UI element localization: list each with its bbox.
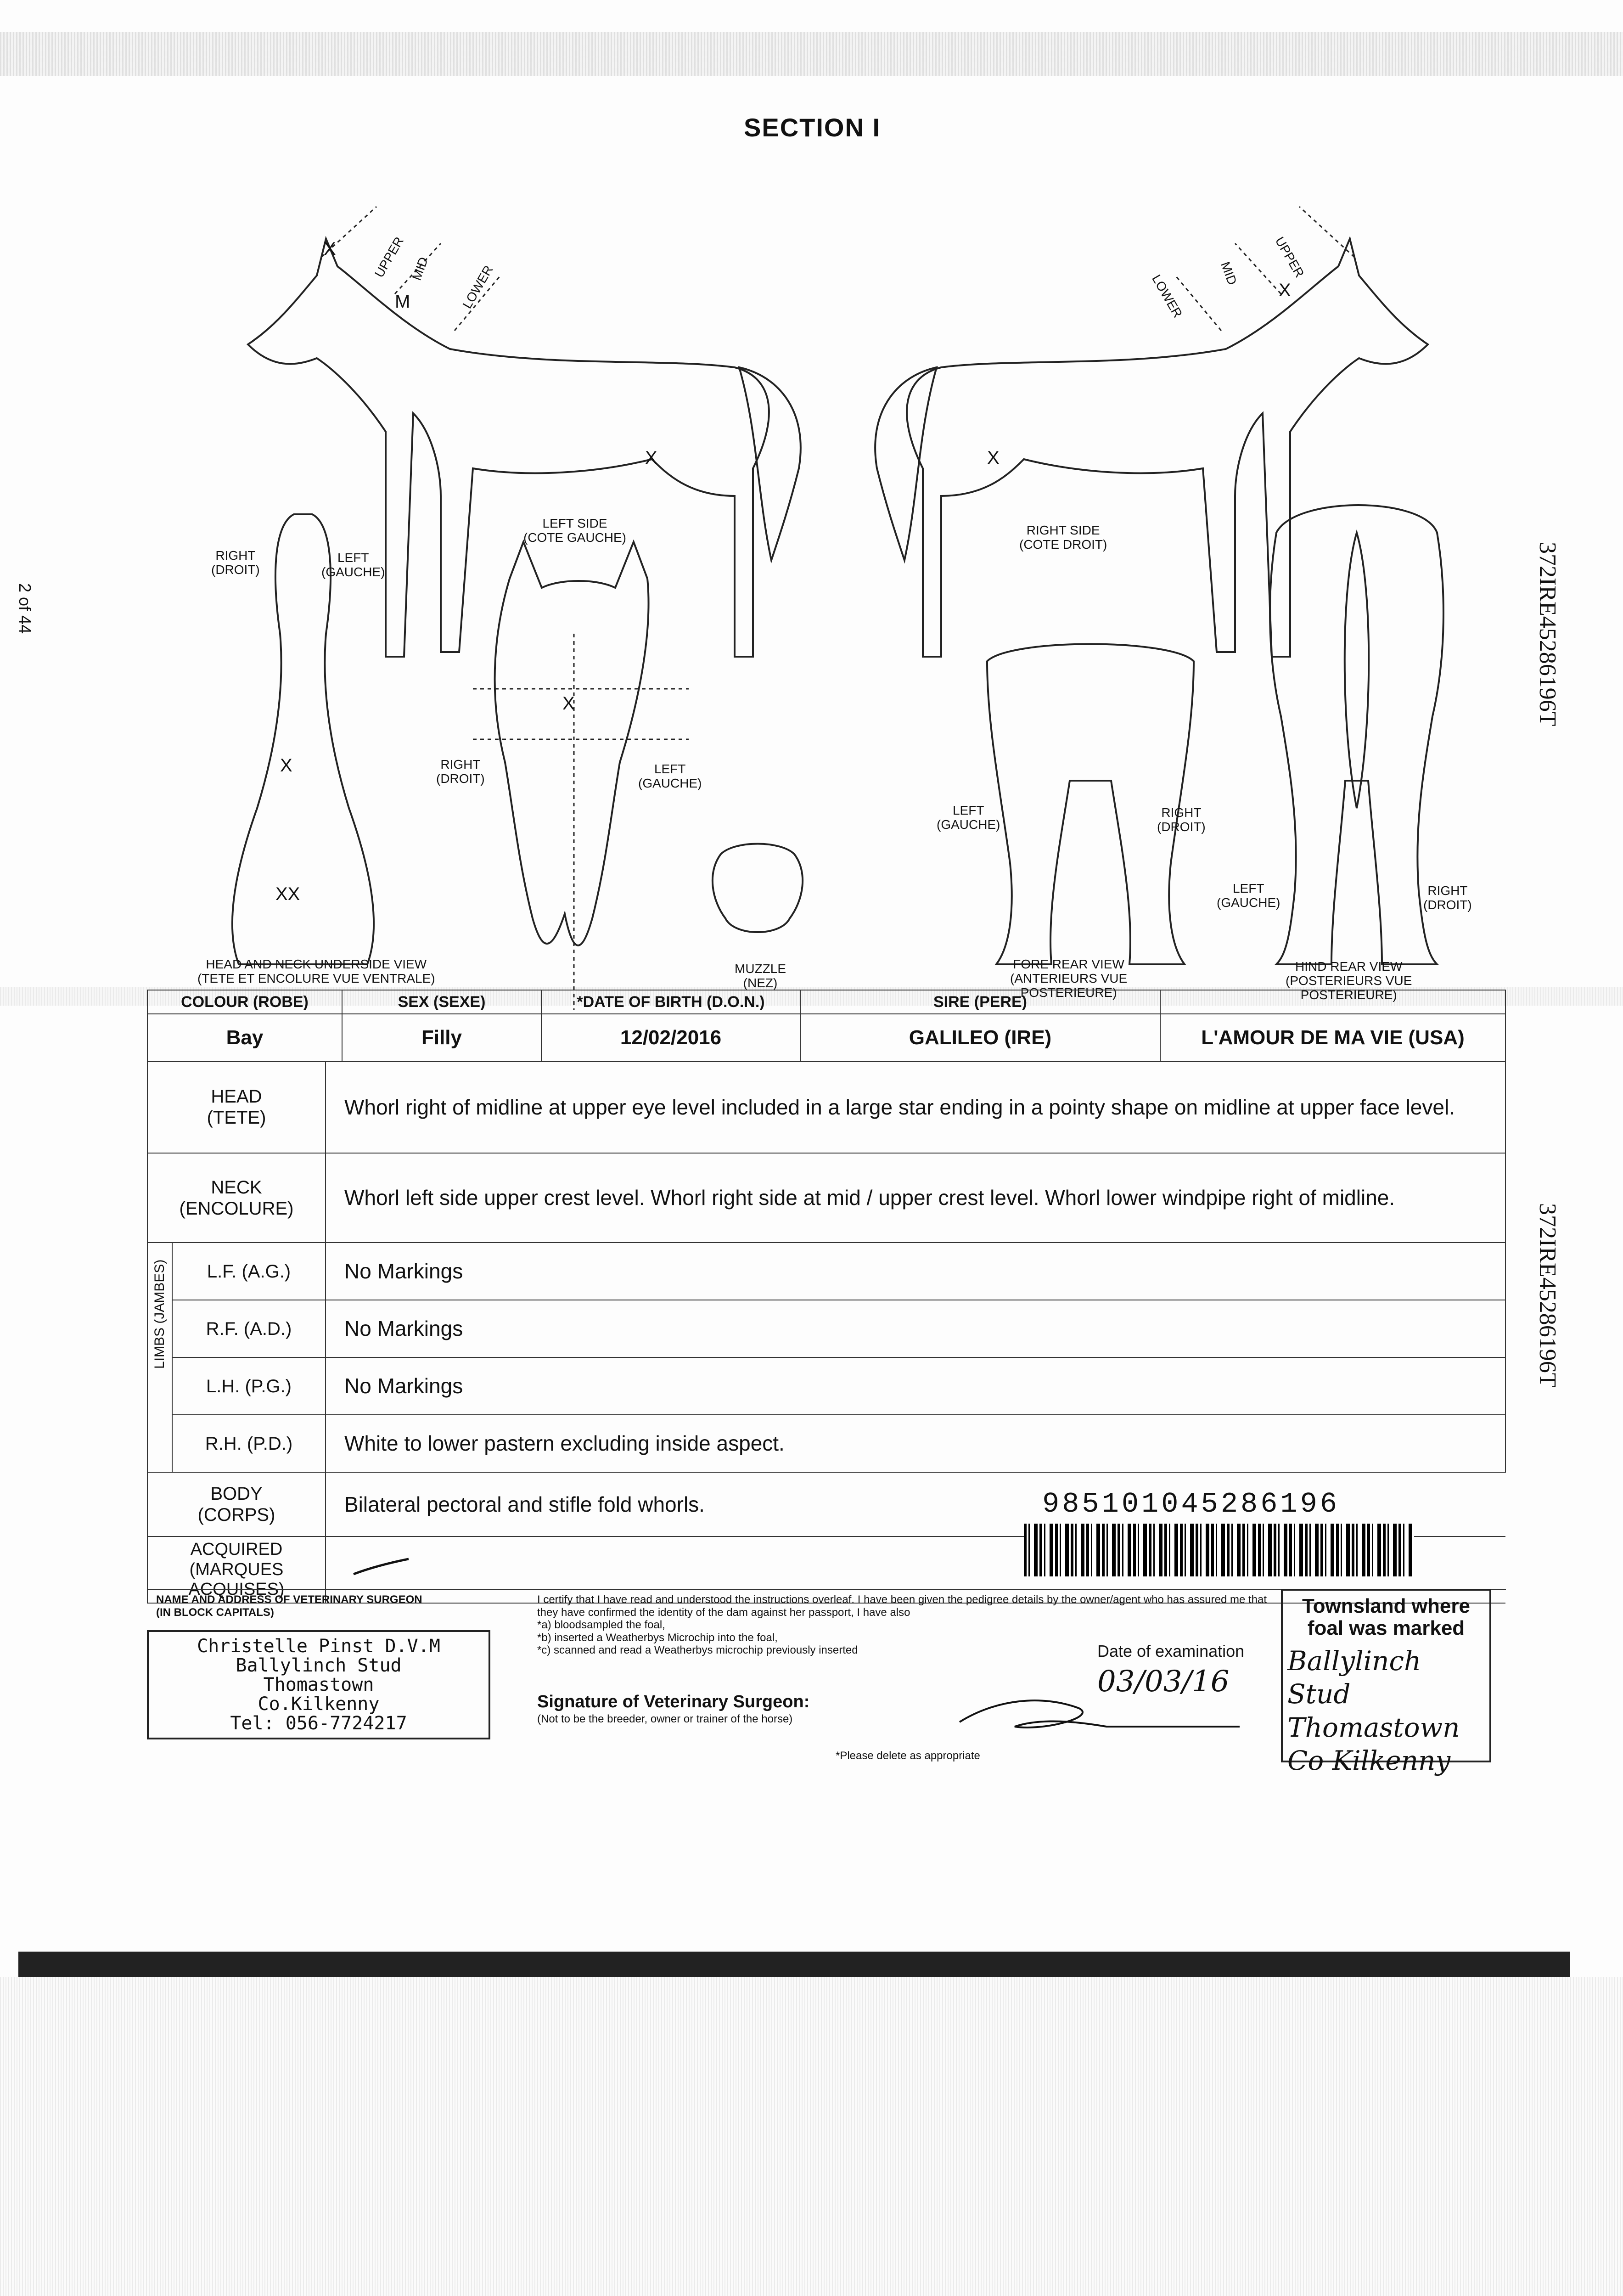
vet-phone: Tel: 056-7724217 [230, 1713, 407, 1734]
label-mid-left: MID [409, 255, 431, 282]
sex-header: SEX (SEXE) [342, 990, 541, 1014]
head-markings: Whorl right of midline at upper eye level included in a large star ending in a pointy shape on midline at upper face level. [326, 1061, 1505, 1153]
limbs-group [147, 1243, 172, 1472]
left-side-horse [248, 239, 769, 657]
crest-mark-left: X [324, 239, 336, 259]
label-neck-left: LEFT (GAUCHE) [321, 551, 385, 579]
certification-text: I certify that I have read and understood the instructions overleaf. I have been given the pedigree details by the owner/agent who has assured me that they have confirmed the identity of the dam against her passport, I have also *a) bloodsampled the foal, *b) inserted a Weatherbys Microchip into the foal, *c) scanned and read a Weatherbys microchip previously inserted [537, 1593, 1267, 1657]
dam-value: L'AMOUR DE MA VIE (USA) [1160, 1014, 1505, 1062]
vet-stamp [149, 1632, 489, 1733]
rh-markings: White to lower pastern excluding inside aspect. [326, 1415, 1505, 1472]
limbs-label: LIMBS (JAMBES) [152, 1259, 167, 1369]
body-label: BODY (CORPS) [147, 1472, 326, 1536]
vet-title: NAME AND ADDRESS OF VETERINARY SURGEON (IN BLOCK CAPITALS) [156, 1593, 422, 1619]
left-side-tail [739, 367, 801, 560]
sire-value: GALILEO (IRE) [800, 1014, 1160, 1062]
stifle-mark-left: X [645, 448, 657, 468]
side-id-primary: 372IRE45286196T [1534, 542, 1561, 726]
horse-diagram [0, 174, 1623, 1010]
signature-label: Signature of Veterinary Surgeon: [537, 1692, 810, 1711]
label-muzzle: MUZZLE (NEZ) [735, 962, 786, 990]
dob-header: *DATE OF BIRTH (D.O.N.) [541, 990, 800, 1014]
label-right-side: RIGHT SIDE (COTE DROIT) [1019, 523, 1107, 551]
head-neck-underside [232, 514, 374, 964]
colour-header: COLOUR (ROBE) [147, 990, 342, 1014]
details-table [147, 990, 1506, 1062]
vet-stamp-box [147, 1630, 490, 1739]
acquired-dash [344, 1553, 418, 1581]
head-label: HEAD (TETE) [147, 1061, 326, 1153]
hind-rear-view [1270, 505, 1443, 964]
neck-whorl-mark: X [280, 755, 292, 776]
label-head-right: RIGHT (DROIT) [436, 757, 485, 786]
crest-mark-right: X [1279, 280, 1291, 300]
stifle-mark-right: X [987, 448, 1000, 468]
label-head-left: LEFT (GAUCHE) [638, 762, 702, 790]
section-title: SECTION I [744, 113, 881, 142]
neck-label: NECK (ENCOLURE) [147, 1153, 326, 1243]
pectoral-mark: XX [275, 884, 300, 904]
rf-label: R.F. (A.D.) [172, 1300, 326, 1357]
exam-date-value: 03/03/16 [1097, 1665, 1230, 1699]
lh-markings: No Markings [326, 1357, 1505, 1415]
townland-title: Townsland where foal was marked [1302, 1595, 1470, 1640]
colour-value: Bay [147, 1014, 342, 1062]
microchip-barcode [1024, 1524, 1414, 1576]
dam-header [1160, 990, 1505, 1014]
fore-rear-view [987, 644, 1194, 965]
dob-value: 12/02/2016 [541, 1014, 800, 1062]
vet-name: Christelle Pinst D.V.M [197, 1636, 440, 1657]
exam-date-label: Date of examination [1097, 1642, 1245, 1660]
right-side-tail [875, 367, 937, 560]
scan-black-bar [18, 1952, 1570, 1977]
acquired-label: ACQUIRED (MARQUES ACQUISES) [147, 1536, 326, 1603]
lf-label: L.F. (A.G.) [172, 1243, 326, 1300]
vet-address-1: Ballylinch Stud [236, 1655, 402, 1676]
neck-markings: Whorl left side upper crest level. Whorl right side at mid / upper crest level. Whorl lower windpipe right of midline. [326, 1153, 1505, 1243]
signature-note: (Not to be the breeder, owner or trainer of the horse) [537, 1713, 793, 1725]
sex-value: Filly [342, 1014, 541, 1062]
rh-label: R.H. (P.D.) [172, 1415, 326, 1472]
label-hind-rear: HIND REAR VIEW (POSTERIEURS VUE POSTERIEURE) [1286, 959, 1412, 1002]
townland-line-1: Ballylinch Stud [1287, 1645, 1421, 1710]
vet-address-3: Co.Kilkenny [258, 1694, 380, 1715]
vet-address-2: Thomastown [263, 1674, 374, 1695]
label-mid-right: MID [1218, 259, 1240, 287]
label-fore-right: RIGHT (DROIT) [1157, 805, 1206, 834]
label-upper-left: UPPER [371, 234, 406, 280]
label-fore-left: LEFT (GAUCHE) [937, 803, 1000, 832]
scan-noise-top [0, 32, 1623, 76]
label-lower-left: LOWER [460, 263, 496, 311]
label-left-side: LEFT SIDE (COTE GAUCHE) [523, 516, 626, 545]
page-number: 2 of 44 [16, 583, 34, 634]
m-mark: M [395, 292, 410, 312]
vet-signature [941, 1690, 1263, 1740]
body-markings: Bilateral pectoral and stifle fold whorls. [326, 1472, 1505, 1536]
head-front-view [495, 542, 649, 945]
delete-note: *Please delete as appropriate [836, 1750, 980, 1762]
label-head-neck-underside: HEAD AND NECK UNDERSIDE VIEW (TETE ET ENCOLURE VUE VENTRALE) [197, 957, 435, 985]
townland-box [1281, 1589, 1491, 1777]
townland-lines [1283, 1644, 1489, 1778]
label-neck-right: RIGHT (DROIT) [211, 548, 260, 577]
label-hind-left: LEFT (GAUCHE) [1217, 881, 1280, 910]
townland-line-3: Co Kilkenny [1287, 1745, 1451, 1777]
townland-line-2: Thomastown [1287, 1711, 1460, 1743]
scan-noise-bottom [0, 1977, 1623, 2296]
label-lower-right: LOWER [1149, 272, 1185, 321]
muzzle-view [713, 844, 803, 933]
markings-table [147, 1061, 1506, 1604]
hind-tail [1345, 533, 1369, 808]
label-upper-right: UPPER [1272, 234, 1307, 280]
sire-header: SIRE (PERE) [800, 990, 1160, 1014]
rf-markings: No Markings [326, 1300, 1505, 1357]
label-fore-rear: FORE REAR VIEW (ANTERIEURS VUE POSTERIEURE) [1010, 957, 1128, 1000]
head-star-mark: X [562, 693, 575, 714]
lf-markings: No Markings [326, 1243, 1505, 1300]
label-hind-right: RIGHT (DROIT) [1423, 884, 1472, 912]
microchip-number: 985101045286196 [1042, 1488, 1340, 1520]
side-id-secondary: 372IRE45286196T [1534, 1203, 1561, 1388]
lh-label: L.H. (P.G.) [172, 1357, 326, 1415]
